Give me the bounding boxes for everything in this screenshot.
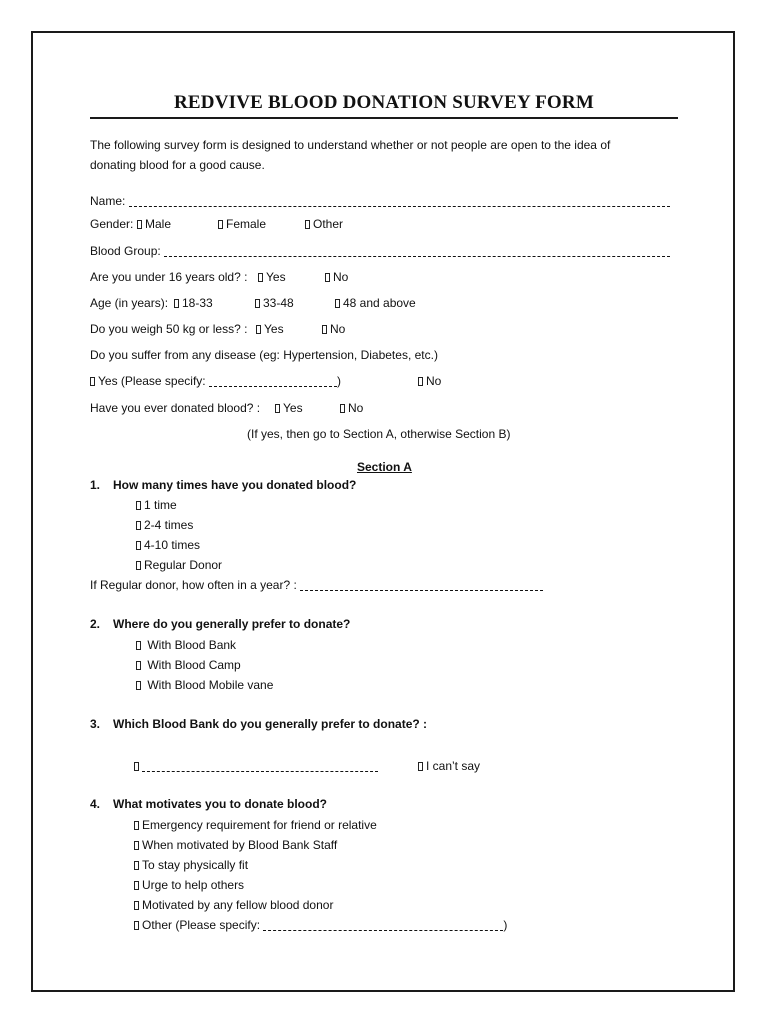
- checkbox-icon: [134, 901, 139, 910]
- question-2: 2. Where do you generally prefer to donate?: [90, 617, 351, 631]
- q4-option-help-others[interactable]: Urge to help others: [134, 877, 244, 893]
- weight-yes-option[interactable]: Yes: [256, 321, 284, 337]
- checkbox-icon: [340, 404, 345, 413]
- section-a-heading: Section A: [357, 460, 412, 474]
- q3-blood-bank-option[interactable]: [134, 758, 378, 774]
- checkbox-icon: [134, 881, 139, 890]
- checkbox-icon: [418, 762, 423, 771]
- checkbox-icon: [305, 220, 310, 229]
- name-label: Name:: [90, 194, 126, 208]
- name-row: [90, 193, 670, 209]
- under16-no-option[interactable]: No: [325, 269, 348, 285]
- checkbox-icon: [134, 762, 139, 771]
- gender-female-option[interactable]: Female: [218, 216, 266, 232]
- q1-option-4-10-times[interactable]: 4-10 times: [136, 537, 200, 553]
- disease-yes-option[interactable]: Yes (Please specify: ): [90, 373, 341, 389]
- checkbox-icon: [322, 325, 327, 334]
- q4-option-emergency[interactable]: Emergency requirement for friend or relative: [134, 817, 377, 833]
- q2-option-blood-bank[interactable]: With Blood Bank: [136, 637, 236, 653]
- age-option-48-above[interactable]: 48 and above: [335, 295, 416, 311]
- checkbox-icon: [136, 561, 141, 570]
- checkbox-icon: [335, 299, 340, 308]
- intro-text-line-1: The following survey form is designed to understand whether or not people are open to the idea of: [90, 138, 611, 152]
- q4-option-other[interactable]: Other (Please specify: ): [134, 917, 507, 933]
- q4-option-staff[interactable]: When motivated by Blood Bank Staff: [134, 837, 337, 853]
- donated-yes-option[interactable]: Yes: [275, 400, 303, 416]
- question-1: 1. How many times have you donated blood?: [90, 478, 357, 492]
- checkbox-icon: [418, 377, 423, 386]
- age-label: Age (in years):: [90, 296, 169, 310]
- checkbox-icon: [134, 921, 139, 930]
- q1-followup-row: [90, 577, 543, 593]
- q4-other-specify-field[interactable]: [263, 919, 503, 931]
- gender-label: Gender:: [90, 217, 134, 231]
- q3-blood-bank-field[interactable]: [142, 760, 378, 772]
- checkbox-icon: [256, 325, 261, 334]
- gender-other-option[interactable]: Other: [305, 216, 343, 232]
- under16-label: Are you under 16 years old? :: [90, 270, 248, 284]
- checkbox-icon: [218, 220, 223, 229]
- checkbox-icon: [325, 273, 330, 282]
- donated-no-option[interactable]: No: [340, 400, 363, 416]
- q2-option-mobile-vane[interactable]: With Blood Mobile vane: [136, 677, 273, 693]
- intro-text-line-2: donating blood for a good cause.: [90, 158, 265, 172]
- age-option-33-48[interactable]: 33-48: [255, 295, 294, 311]
- checkbox-icon: [174, 299, 179, 308]
- q4-option-fitness[interactable]: To stay physically fit: [134, 857, 248, 873]
- checkbox-icon: [136, 521, 141, 530]
- q2-option-blood-camp[interactable]: With Blood Camp: [136, 657, 241, 673]
- q1-option-2-4-times[interactable]: 2-4 times: [136, 517, 193, 533]
- disease-no-option[interactable]: No: [418, 373, 441, 389]
- checkbox-icon: [136, 501, 141, 510]
- checkbox-icon: [258, 273, 263, 282]
- checkbox-icon: [137, 220, 142, 229]
- blood-group-row: [90, 243, 670, 259]
- checkbox-icon: [275, 404, 280, 413]
- checkbox-icon: [134, 821, 139, 830]
- disease-label: Do you suffer from any disease (eg: Hypertension, Diabetes, etc.): [90, 348, 438, 362]
- title-underline: [90, 117, 678, 119]
- q1-option-1-time[interactable]: 1 time: [136, 497, 177, 513]
- under16-yes-option[interactable]: Yes: [258, 269, 286, 285]
- disease-specify-field[interactable]: [209, 375, 337, 387]
- checkbox-icon: [136, 681, 141, 690]
- gender-male-option[interactable]: Male: [137, 216, 171, 232]
- q1-followup-label: If Regular donor, how often in a year? :: [90, 578, 297, 592]
- q1-frequency-field[interactable]: [300, 579, 543, 591]
- checkbox-icon: [134, 861, 139, 870]
- question-4: 4. What motivates you to donate blood?: [90, 797, 327, 811]
- weight-label: Do you weigh 50 kg or less? :: [90, 322, 248, 336]
- blood-group-field[interactable]: [164, 245, 670, 257]
- checkbox-icon: [136, 541, 141, 550]
- q1-option-regular-donor[interactable]: Regular Donor: [136, 557, 222, 573]
- checkbox-icon: [136, 641, 141, 650]
- q3-cant-say-option[interactable]: I can’t say: [418, 758, 480, 774]
- blood-group-label: Blood Group:: [90, 244, 161, 258]
- question-3: 3. Which Blood Bank do you generally prefer to donate? :: [90, 717, 428, 731]
- checkbox-icon: [90, 377, 95, 386]
- checkbox-icon: [255, 299, 260, 308]
- donated-label: Have you ever donated blood? :: [90, 401, 261, 415]
- section-instruction: (If yes, then go to Section A, otherwise Section B): [247, 427, 511, 441]
- checkbox-icon: [134, 841, 139, 850]
- name-field[interactable]: [129, 195, 670, 207]
- q4-option-fellow-donor[interactable]: Motivated by any fellow blood donor: [134, 897, 333, 913]
- weight-no-option[interactable]: No: [322, 321, 345, 337]
- checkbox-icon: [136, 661, 141, 670]
- age-option-18-33[interactable]: 18-33: [174, 295, 213, 311]
- form-title: REDVIVE BLOOD DONATION SURVEY FORM: [174, 92, 594, 113]
